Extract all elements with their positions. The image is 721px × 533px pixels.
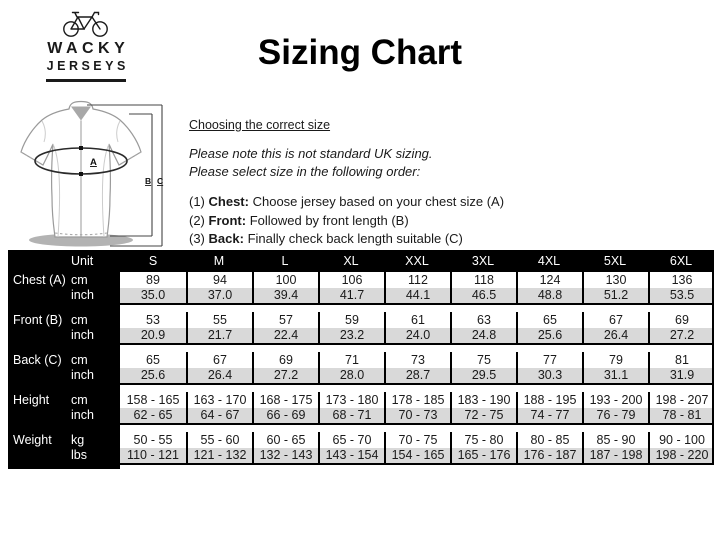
value-cell: 76 - 79 (582, 408, 648, 423)
table-row (8, 272, 714, 288)
value-cell: 65 (516, 312, 582, 328)
brand-name-line2: JERSEYS (46, 59, 129, 73)
step-chest: (1) Chest: Choose jersey based on your chest size (A) (189, 194, 505, 209)
unit-cell: lbs (71, 448, 87, 462)
value-cell: 158 - 165 (120, 392, 186, 408)
table-row (8, 328, 714, 343)
value-cell: 41.7 (318, 288, 384, 303)
value-cell: 136 (648, 272, 714, 288)
value-cell: 69 (648, 312, 714, 328)
value-cell: 57 (252, 312, 318, 328)
row-label: Height (13, 393, 50, 407)
value-cell: 130 (582, 272, 648, 288)
row-label: Chest (A) (13, 273, 66, 287)
value-cell: 70 - 73 (384, 408, 450, 423)
step-front: (2) Front: Followed by front length (B) (189, 212, 409, 228)
value-cell: 74 - 77 (516, 408, 582, 423)
value-cell: 85 - 90 (582, 432, 648, 448)
value-cell: 66 - 69 (252, 408, 318, 423)
size-column-header: 6XL (669, 254, 693, 268)
value-cell: 27.2 (252, 368, 318, 383)
value-cell: 22.4 (252, 328, 318, 343)
value-cell: 31.9 (648, 368, 714, 383)
value-cell: 89 (120, 272, 186, 288)
size-column-header: XXL (405, 254, 429, 268)
row-label (8, 448, 65, 463)
unit-cell: kg (71, 433, 85, 447)
brand-name-line1: WACKY (47, 40, 130, 57)
value-cell: 64 - 67 (186, 408, 252, 423)
logo-divider (46, 79, 126, 82)
value-cell: 118 (450, 272, 516, 288)
chest-marker-bottom (79, 172, 83, 176)
value-cell: 198 - 220 (648, 448, 714, 463)
value-cell: 81 (648, 352, 714, 368)
value-cell: 27.2 (648, 328, 714, 343)
note-line-2: Please select size in the following order: (189, 164, 421, 179)
size-table (8, 250, 714, 470)
value-cell: 29.5 (450, 368, 516, 383)
value-cell: 21.7 (186, 328, 252, 343)
value-cell: 37.0 (186, 288, 252, 303)
value-cell: 53 (120, 312, 186, 328)
value-cell: 53.5 (648, 288, 714, 303)
unit-cell: inch (71, 408, 94, 422)
measurement-group (8, 272, 714, 305)
value-cell: 51.2 (582, 288, 648, 303)
value-cell: 80 - 85 (516, 432, 582, 448)
value-cell: 46.5 (450, 288, 516, 303)
value-cell: 124 (516, 272, 582, 288)
value-cell: 26.4 (186, 368, 252, 383)
brand-logo (40, 8, 132, 82)
value-cell: 65 - 70 (318, 432, 384, 448)
value-cell: 165 - 176 (450, 448, 516, 463)
value-cell: 39.4 (252, 288, 318, 303)
measurement-group (8, 312, 714, 345)
size-column-header: L (281, 254, 289, 268)
table-row (8, 432, 714, 448)
label-c: C (157, 176, 164, 186)
value-cell: 198 - 207 (648, 392, 714, 408)
table-row (8, 368, 714, 383)
unit-cell: inch (71, 328, 94, 342)
value-cell: 132 - 143 (252, 448, 318, 463)
value-cell: 25.6 (516, 328, 582, 343)
value-cell: 75 (450, 352, 516, 368)
value-cell: 31.1 (582, 368, 648, 383)
value-cell: 48.8 (516, 288, 582, 303)
instructions-steps (189, 193, 534, 249)
row-label: Weight (13, 433, 52, 447)
value-cell: 73 (384, 352, 450, 368)
unit-cell: cm (71, 393, 88, 407)
size-table-header-row (8, 250, 714, 272)
value-cell: 26.4 (582, 328, 648, 343)
value-cell: 28.7 (384, 368, 450, 383)
value-cell: 121 - 132 (186, 448, 252, 463)
value-cell: 183 - 190 (450, 392, 516, 408)
value-cell: 28.0 (318, 368, 384, 383)
table-row (8, 392, 714, 408)
value-cell: 35.0 (120, 288, 186, 303)
value-cell: 143 - 154 (318, 448, 384, 463)
instructions-note (189, 145, 534, 181)
size-column-header: M (213, 254, 225, 268)
size-column-header: XL (343, 254, 359, 268)
value-cell: 60 - 65 (252, 432, 318, 448)
value-cell: 55 (186, 312, 252, 328)
table-right-border (712, 272, 714, 465)
unit-cell: inch (71, 368, 94, 382)
row-label (8, 368, 65, 383)
value-cell: 154 - 165 (384, 448, 450, 463)
value-cell: 187 - 198 (582, 448, 648, 463)
measurement-group (8, 352, 714, 385)
unit-cell: cm (71, 313, 88, 327)
value-cell: 168 - 175 (252, 392, 318, 408)
value-cell: 63 (450, 312, 516, 328)
value-cell: 70 - 75 (384, 432, 450, 448)
value-cell: 178 - 185 (384, 392, 450, 408)
value-cell: 59 (318, 312, 384, 328)
table-row (8, 352, 714, 368)
size-column-header: S (148, 254, 158, 268)
value-cell: 106 (318, 272, 384, 288)
value-cell: 71 (318, 352, 384, 368)
value-cell: 75 - 80 (450, 432, 516, 448)
value-cell: 67 (186, 352, 252, 368)
instructions-block (189, 118, 534, 249)
step-back: (3) Back: Finally check back length suitable (C) (189, 231, 463, 246)
value-cell: 188 - 195 (516, 392, 582, 408)
value-cell: 68 - 71 (318, 408, 384, 423)
value-cell: 25.6 (120, 368, 186, 383)
unit-cell: inch (71, 288, 94, 302)
value-cell: 20.9 (120, 328, 186, 343)
unit-column-header: Unit (71, 254, 94, 268)
value-cell: 44.1 (384, 288, 450, 303)
measurement-group (8, 432, 714, 465)
size-column-header: 3XL (471, 254, 495, 268)
measurement-group (8, 392, 714, 425)
row-label (8, 328, 65, 343)
note-line-1: Please note this is not standard UK sizing. (189, 146, 433, 161)
value-cell: 24.8 (450, 328, 516, 343)
size-column-header: 5XL (603, 254, 627, 268)
table-row (8, 312, 714, 328)
table-row (8, 288, 714, 303)
jersey-measurement-diagram (8, 97, 178, 252)
label-a: A (90, 157, 97, 168)
value-cell: 77 (516, 352, 582, 368)
value-cell: 176 - 187 (516, 448, 582, 463)
value-cell: 67 (582, 312, 648, 328)
page-title: Sizing Chart (257, 33, 463, 72)
value-cell: 23.2 (318, 328, 384, 343)
value-cell: 24.0 (384, 328, 450, 343)
row-label: Back (C) (13, 353, 62, 367)
instructions-heading: Choosing the correct size (189, 118, 331, 132)
bicycle-icon (61, 8, 111, 38)
value-cell: 62 - 65 (120, 408, 186, 423)
value-cell: 55 - 60 (186, 432, 252, 448)
table-row (8, 448, 714, 463)
value-cell: 79 (582, 352, 648, 368)
value-cell: 61 (384, 312, 450, 328)
value-cell: 72 - 75 (450, 408, 516, 423)
value-cell: 50 - 55 (120, 432, 186, 448)
value-cell: 173 - 180 (318, 392, 384, 408)
table-row (8, 408, 714, 423)
value-cell: 110 - 121 (120, 448, 186, 463)
value-cell: 193 - 200 (582, 392, 648, 408)
row-label (8, 408, 65, 423)
row-label: Front (B) (13, 313, 63, 327)
value-cell: 69 (252, 352, 318, 368)
value-cell: 94 (186, 272, 252, 288)
value-cell: 112 (384, 272, 450, 288)
value-cell: 100 (252, 272, 318, 288)
label-b: B (145, 176, 152, 186)
value-cell: 163 - 170 (186, 392, 252, 408)
unit-cell: cm (71, 353, 88, 367)
chest-marker-top (79, 146, 83, 150)
row-label (8, 288, 65, 303)
unit-cell: cm (71, 273, 88, 287)
value-cell: 65 (120, 352, 186, 368)
value-cell: 78 - 81 (648, 408, 714, 423)
size-column-header: 4XL (537, 254, 561, 268)
value-cell: 90 - 100 (648, 432, 714, 448)
value-cell: 30.3 (516, 368, 582, 383)
